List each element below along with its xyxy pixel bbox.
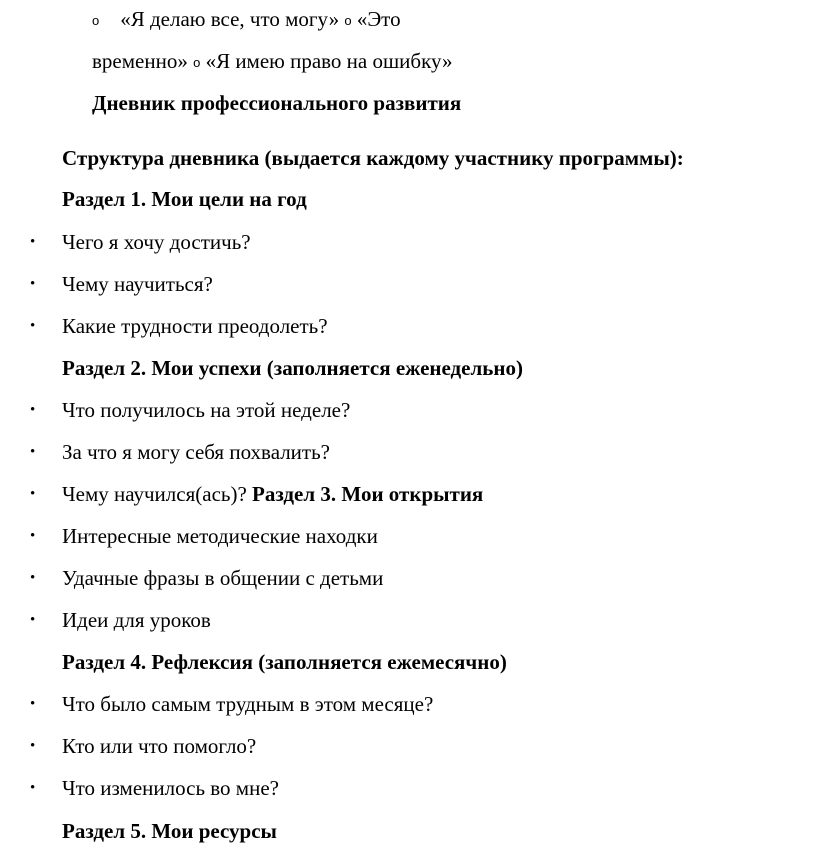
section-5-title: Раздел 5. Мои ресурсы <box>62 819 277 843</box>
bullet-icon: • <box>30 570 36 586</box>
section-1-title: Раздел 1. Мои цели на год <box>62 187 307 211</box>
intro-quote-2-start: «Это <box>356 7 401 31</box>
bullet-icon: • <box>30 402 36 418</box>
list-item-text-part: Чему научился(ась)? <box>62 482 247 506</box>
bullet-icon: • <box>30 318 36 334</box>
sub-bullet-icon: o <box>193 55 201 71</box>
list-item-text: Что изменилось во мне? <box>62 776 279 800</box>
sub-bullet-icon: o <box>344 13 352 29</box>
diary-title: Дневник профессионального развития <box>92 91 462 115</box>
list-item-text <box>62 481 483 507</box>
list-item-text: Чему научиться? <box>62 272 213 296</box>
list-item-text: Идеи для уроков <box>62 608 211 632</box>
section-2-title: Раздел 2. Мои успехи (заполняется еженедельно) <box>62 356 523 380</box>
intro-line-2 <box>92 48 453 76</box>
section-3-title: Раздел 3. Мои открытия <box>252 482 484 506</box>
bullet-icon: • <box>30 234 36 250</box>
intro-quote-1: «Я делаю все, что могу» <box>120 7 340 31</box>
bullet-icon: • <box>30 444 36 460</box>
sub-bullet-icon: o <box>92 13 100 29</box>
bullet-icon: • <box>30 696 36 712</box>
intro-quote-2-end: временно» <box>92 49 188 73</box>
list-item-text: Какие трудности преодолеть? <box>62 314 328 338</box>
list-item-text: Что было самым трудным в этом месяце? <box>62 692 434 716</box>
bullet-icon: • <box>30 612 36 628</box>
list-item-text: За что я могу себя похвалить? <box>62 440 330 464</box>
bullet-icon: • <box>30 528 36 544</box>
list-item-text: Удачные фразы в общении с детьми <box>62 566 384 590</box>
bullet-icon: • <box>30 486 36 502</box>
intro-line-1 <box>92 6 401 34</box>
bullet-icon: • <box>30 738 36 754</box>
list-item-text: Что получилось на этой неделе? <box>62 398 351 422</box>
intro-quote-3: «Я имею право на ошибку» <box>205 49 453 73</box>
section-4-title: Раздел 4. Рефлексия (заполняется ежемесячно) <box>62 650 507 674</box>
list-item-text: Интересные методические находки <box>62 524 378 548</box>
list-item-text: Кто или что помогло? <box>62 734 257 758</box>
bullet-icon: • <box>30 276 36 292</box>
bullet-icon: • <box>30 780 36 796</box>
list-item-text: Чего я хочу достичь? <box>62 230 251 254</box>
structure-heading: Структура дневника (выдается каждому участнику программы): <box>62 146 684 170</box>
